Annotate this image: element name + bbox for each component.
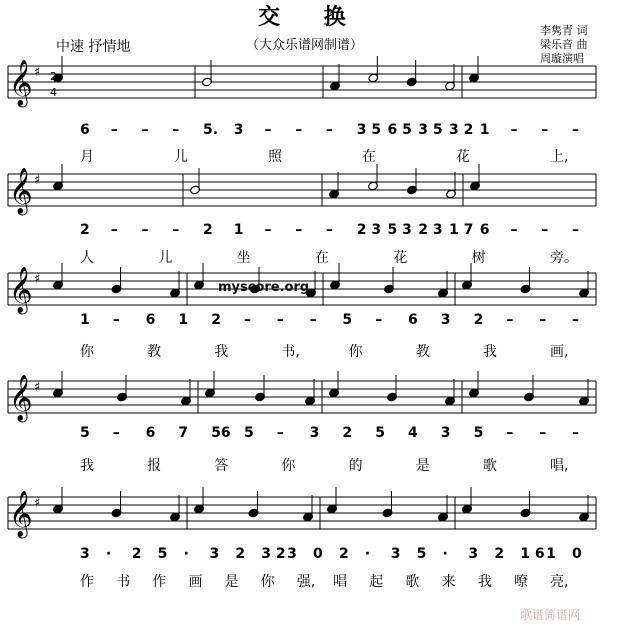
- lyric-syllable: 花: [456, 149, 470, 165]
- jianpu-note: 2: [494, 546, 505, 562]
- jianpu-note: 5: [342, 312, 353, 328]
- lyric-syllable: 儿: [158, 250, 173, 266]
- performer-credit: 周璇演唱: [540, 52, 584, 65]
- jianpu-note: 5: [157, 546, 168, 562]
- jianpu-note: –: [141, 122, 149, 138]
- jianpu-note: –: [510, 122, 518, 138]
- lyric-syllable: 唱: [333, 574, 348, 590]
- lyric-syllable: 我: [482, 344, 497, 360]
- jianpu-note: 3: [80, 546, 90, 562]
- lyric-syllable: 歌: [482, 458, 497, 474]
- jianpu-note: 2: [80, 222, 90, 238]
- key-signature-sharp: ♯: [34, 380, 41, 395]
- jianpu-note: 5: [80, 425, 90, 441]
- lyric-syllable: 人: [80, 250, 94, 266]
- jianpu-note: –: [110, 122, 118, 138]
- lyric-syllable: 照: [268, 149, 282, 165]
- jianpu-note: 1 7: [449, 222, 474, 238]
- lyric-syllable: 我: [477, 574, 492, 590]
- lyric-syllable: 我: [80, 458, 94, 474]
- jianpu-note: 0: [572, 546, 582, 562]
- jianpu-note: 3 5: [418, 122, 443, 138]
- lyric-syllable: 旁。: [550, 250, 578, 266]
- lyric-syllable: 教: [147, 344, 162, 360]
- time-signature-top: 2: [50, 70, 57, 83]
- lyric-syllable: 强,: [296, 574, 316, 590]
- key-signature-sharp: ♯: [34, 272, 41, 287]
- jianpu-note: 2: [211, 312, 221, 328]
- jianpu-note: 2: [203, 222, 213, 238]
- lyric-syllable: 歌: [405, 574, 420, 590]
- watermark: myscore.org: [218, 280, 310, 295]
- jianpu-note: 2: [338, 546, 349, 562]
- jianpu-note: 4: [408, 425, 418, 441]
- jianpu-note: ·: [364, 546, 371, 562]
- lyric-syllable: 亮,: [550, 574, 569, 590]
- lyric-syllable: 月: [80, 149, 94, 165]
- jianpu-note: –: [326, 222, 333, 238]
- lyric-syllable: 起: [369, 574, 384, 590]
- jianpu-note: 5: [244, 425, 254, 441]
- key-signature-sharp: ♯: [34, 496, 41, 511]
- jianpu-note: –: [541, 222, 549, 238]
- lyric-syllable: 答: [214, 458, 229, 474]
- jianpu-note: –: [572, 312, 579, 328]
- jianpu-note: 6: [145, 312, 156, 328]
- jianpu-note: 1: [233, 222, 244, 238]
- jianpu-note: ·: [183, 546, 189, 562]
- jianpu-note: 7: [178, 425, 189, 441]
- jianpu-note: 0: [313, 546, 323, 562]
- jianpu-note: –: [506, 425, 514, 441]
- jianpu-note: 2: [342, 425, 353, 441]
- lyric-syllable: 你: [80, 344, 94, 360]
- lyric-syllable: 作: [80, 574, 94, 590]
- jianpu-note: –: [375, 312, 383, 328]
- jianpu-note: 5: [416, 546, 427, 562]
- jianpu-note: 1: [546, 546, 556, 562]
- jianpu-note: 3: [287, 546, 297, 562]
- subtitle: （大众乐谱网制谱）: [246, 38, 364, 53]
- jianpu-note: 5 3: [387, 222, 412, 238]
- jianpu-note: 56: [211, 425, 231, 441]
- composer-credit: 梁乐音 曲: [540, 38, 588, 51]
- lyric-syllable: 作: [152, 574, 167, 590]
- treble-clef-icon: 𝄞: [9, 375, 33, 421]
- jianpu-note: 1: [178, 312, 189, 328]
- jianpu-note: –: [172, 122, 180, 138]
- jianpu-note: –: [172, 222, 180, 238]
- lyric-syllable: 我: [214, 344, 229, 360]
- treble-clef-icon: 𝄞: [9, 60, 33, 106]
- jianpu-note: –: [572, 425, 579, 441]
- jianpu-note: –: [112, 312, 120, 328]
- jianpu-note: 5.: [203, 122, 219, 138]
- jianpu-note: –: [276, 425, 284, 441]
- jianpu-note: 3 2: [449, 122, 474, 138]
- jianpu-note: –: [539, 425, 547, 441]
- song-title: 交 换: [258, 4, 364, 30]
- lyric-syllable: 画: [188, 574, 203, 590]
- lyric-syllable: 是: [224, 574, 239, 590]
- lyric-syllable: 画,: [550, 344, 569, 360]
- lyric-syllable: 的: [348, 458, 363, 474]
- lyric-syllable: 树: [471, 250, 486, 266]
- jianpu-note: 1: [80, 312, 90, 328]
- site-footer: 歌谱简谱网: [520, 608, 581, 622]
- jianpu-note: ·: [105, 546, 112, 562]
- lyric-syllable: 书,: [281, 344, 300, 360]
- treble-clef-icon: 𝄞: [9, 267, 33, 313]
- jianpu-note: 6 5: [387, 122, 412, 138]
- jianpu-note: 6: [145, 425, 156, 441]
- jianpu-note: –: [264, 122, 272, 138]
- jianpu-note: 2: [131, 546, 142, 562]
- jianpu-note: –: [510, 222, 518, 238]
- jianpu-note: ·: [442, 546, 448, 562]
- jianpu-note: 3: [440, 312, 451, 328]
- jianpu-note: 6: [479, 222, 490, 238]
- lyric-syllable: 儿: [174, 149, 188, 165]
- jianpu-note: 6: [408, 312, 418, 328]
- lyric-syllable: 报: [147, 458, 162, 474]
- jianpu-note: 1 6: [520, 546, 545, 562]
- jianpu-note: –: [572, 222, 579, 238]
- jianpu-note: 6: [80, 122, 90, 138]
- jianpu-note: –: [572, 122, 579, 138]
- jianpu-note: 5: [473, 425, 484, 441]
- treble-clef-icon: 𝄞: [9, 491, 33, 537]
- jianpu-note: 3: [309, 425, 320, 441]
- jianpu-note: 1: [479, 122, 490, 138]
- jianpu-note: 2 3: [418, 222, 443, 238]
- jianpu-note: –: [541, 122, 549, 138]
- jianpu-note: –: [244, 312, 251, 328]
- lyric-syllable: 在: [315, 250, 329, 266]
- jianpu-note: –: [276, 312, 284, 328]
- time-signature-bottom: 4: [50, 86, 57, 99]
- jianpu-note: –: [506, 312, 514, 328]
- jianpu-note: 3: [468, 546, 479, 562]
- lyric-syllable: 你: [281, 458, 296, 474]
- jianpu-note: –: [264, 222, 272, 238]
- lyric-syllable: 书: [116, 574, 131, 590]
- jianpu-note: 3: [233, 122, 244, 138]
- lyric-syllable: 嘹: [513, 574, 528, 590]
- jianpu-note: –: [539, 312, 547, 328]
- jianpu-note: 3: [390, 546, 401, 562]
- jianpu-note: –: [309, 312, 317, 328]
- tempo-marking: 中速 抒情地: [56, 39, 131, 55]
- lyric-syllable: 花: [393, 250, 408, 266]
- jianpu-note: 5: [375, 425, 385, 441]
- lyric-syllable: 是: [415, 458, 430, 474]
- jianpu-note: –: [112, 425, 120, 441]
- key-signature-sharp: ♯: [34, 65, 41, 80]
- lyric-syllable: 来: [441, 574, 456, 590]
- key-signature-sharp: ♯: [34, 173, 41, 188]
- jianpu-note: –: [295, 222, 303, 238]
- lyric-syllable: 唱,: [550, 458, 569, 474]
- jianpu-note: –: [295, 122, 303, 138]
- jianpu-note: 2: [235, 546, 246, 562]
- jianpu-note: –: [110, 222, 118, 238]
- jianpu-note: –: [326, 122, 333, 138]
- treble-clef-icon: 𝄞: [9, 168, 33, 214]
- lyric-syllable: 你: [348, 344, 363, 360]
- jianpu-note: 3 2: [261, 546, 286, 562]
- lyric-syllable: 上,: [550, 149, 569, 165]
- jianpu-note: –: [141, 222, 149, 238]
- lyric-syllable: 你: [260, 574, 275, 590]
- lyric-syllable: 教: [415, 344, 430, 360]
- lyric-syllable: 在: [362, 149, 376, 165]
- jianpu-note: 2: [473, 312, 484, 328]
- lyric-syllable: 坐: [236, 250, 251, 266]
- jianpu-note: 3 5: [356, 122, 382, 138]
- jianpu-note: 3: [440, 425, 451, 441]
- lyricist-credit: 李隽青 词: [540, 24, 588, 37]
- jianpu-note: 3: [209, 546, 220, 562]
- jianpu-note: 2 3: [356, 222, 382, 238]
